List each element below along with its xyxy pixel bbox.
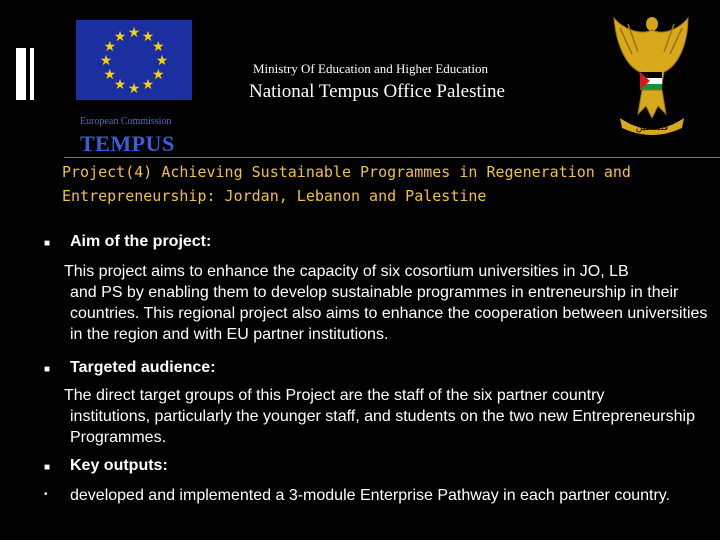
eu-star-icon: ★ xyxy=(103,66,117,82)
audience-first-line: The direct target groups of this Project are the staff of the six partner country xyxy=(64,387,605,404)
eu-star-icon: ★ xyxy=(127,24,141,40)
eu-star-icon: ★ xyxy=(127,80,141,96)
audience-paragraph xyxy=(64,385,716,448)
ministry-title: Ministry Of Education and Higher Education xyxy=(253,61,489,76)
bullet-square-icon: ■ xyxy=(44,238,51,249)
eu-star-icon: ★ xyxy=(113,76,127,93)
bullet-square-icon: ■ xyxy=(44,364,51,375)
aim-rest: and PS by enabling them to develop sustainable programmes in entreneurship in their countries. This regional project also aims to enhance the cooperation between universities in the region and with EU partner institutions. xyxy=(70,284,708,343)
eu-star-icon: ★ xyxy=(103,38,117,54)
emblem-text: فلسطين xyxy=(635,123,669,133)
eu-star-icon: ★ xyxy=(151,66,165,82)
aim-paragraph xyxy=(64,261,716,345)
aim-first-line: This project aims to enhance the capacity of six cosortium universities in JO, LB xyxy=(64,263,629,280)
aim-heading: Aim of the project: xyxy=(70,233,212,250)
outputs-heading: Key outputs: xyxy=(70,457,168,474)
decor-bar-2 xyxy=(30,48,34,100)
eu-star-icon: ★ xyxy=(155,52,169,68)
office-title: National Tempus Office Palestine xyxy=(249,81,505,102)
palestine-emblem-logo xyxy=(612,14,690,142)
european-commission-label: European Commission xyxy=(80,116,172,127)
header-divider xyxy=(64,157,720,158)
bullet-dot-icon: • xyxy=(44,489,48,500)
project-title: Project(4) Achieving Sustainable Programmes in Regeneration and Entrepreneurship: Jordan, Lebanon and Palestine xyxy=(62,163,631,205)
outputs-item: developed and implemented a 3-module Enterprise Pathway in each partner country. xyxy=(70,487,671,504)
eu-star-icon: ★ xyxy=(151,38,165,54)
decor-bar-1 xyxy=(16,48,26,100)
tempus-label: TEMPUS xyxy=(80,131,175,156)
eu-star-icon: ★ xyxy=(113,27,127,44)
audience-heading: Targeted audience: xyxy=(70,359,216,376)
eu-star-icon: ★ xyxy=(141,76,155,93)
audience-rest: institutions, particularly the younger staff, and students on the two new Entrepreneurship Programmes. xyxy=(70,408,695,446)
eu-star-icon: ★ xyxy=(141,27,155,44)
eu-flag-logo xyxy=(76,20,192,100)
eu-star-icon: ★ xyxy=(99,52,113,68)
bullet-square-icon: ■ xyxy=(44,462,51,473)
